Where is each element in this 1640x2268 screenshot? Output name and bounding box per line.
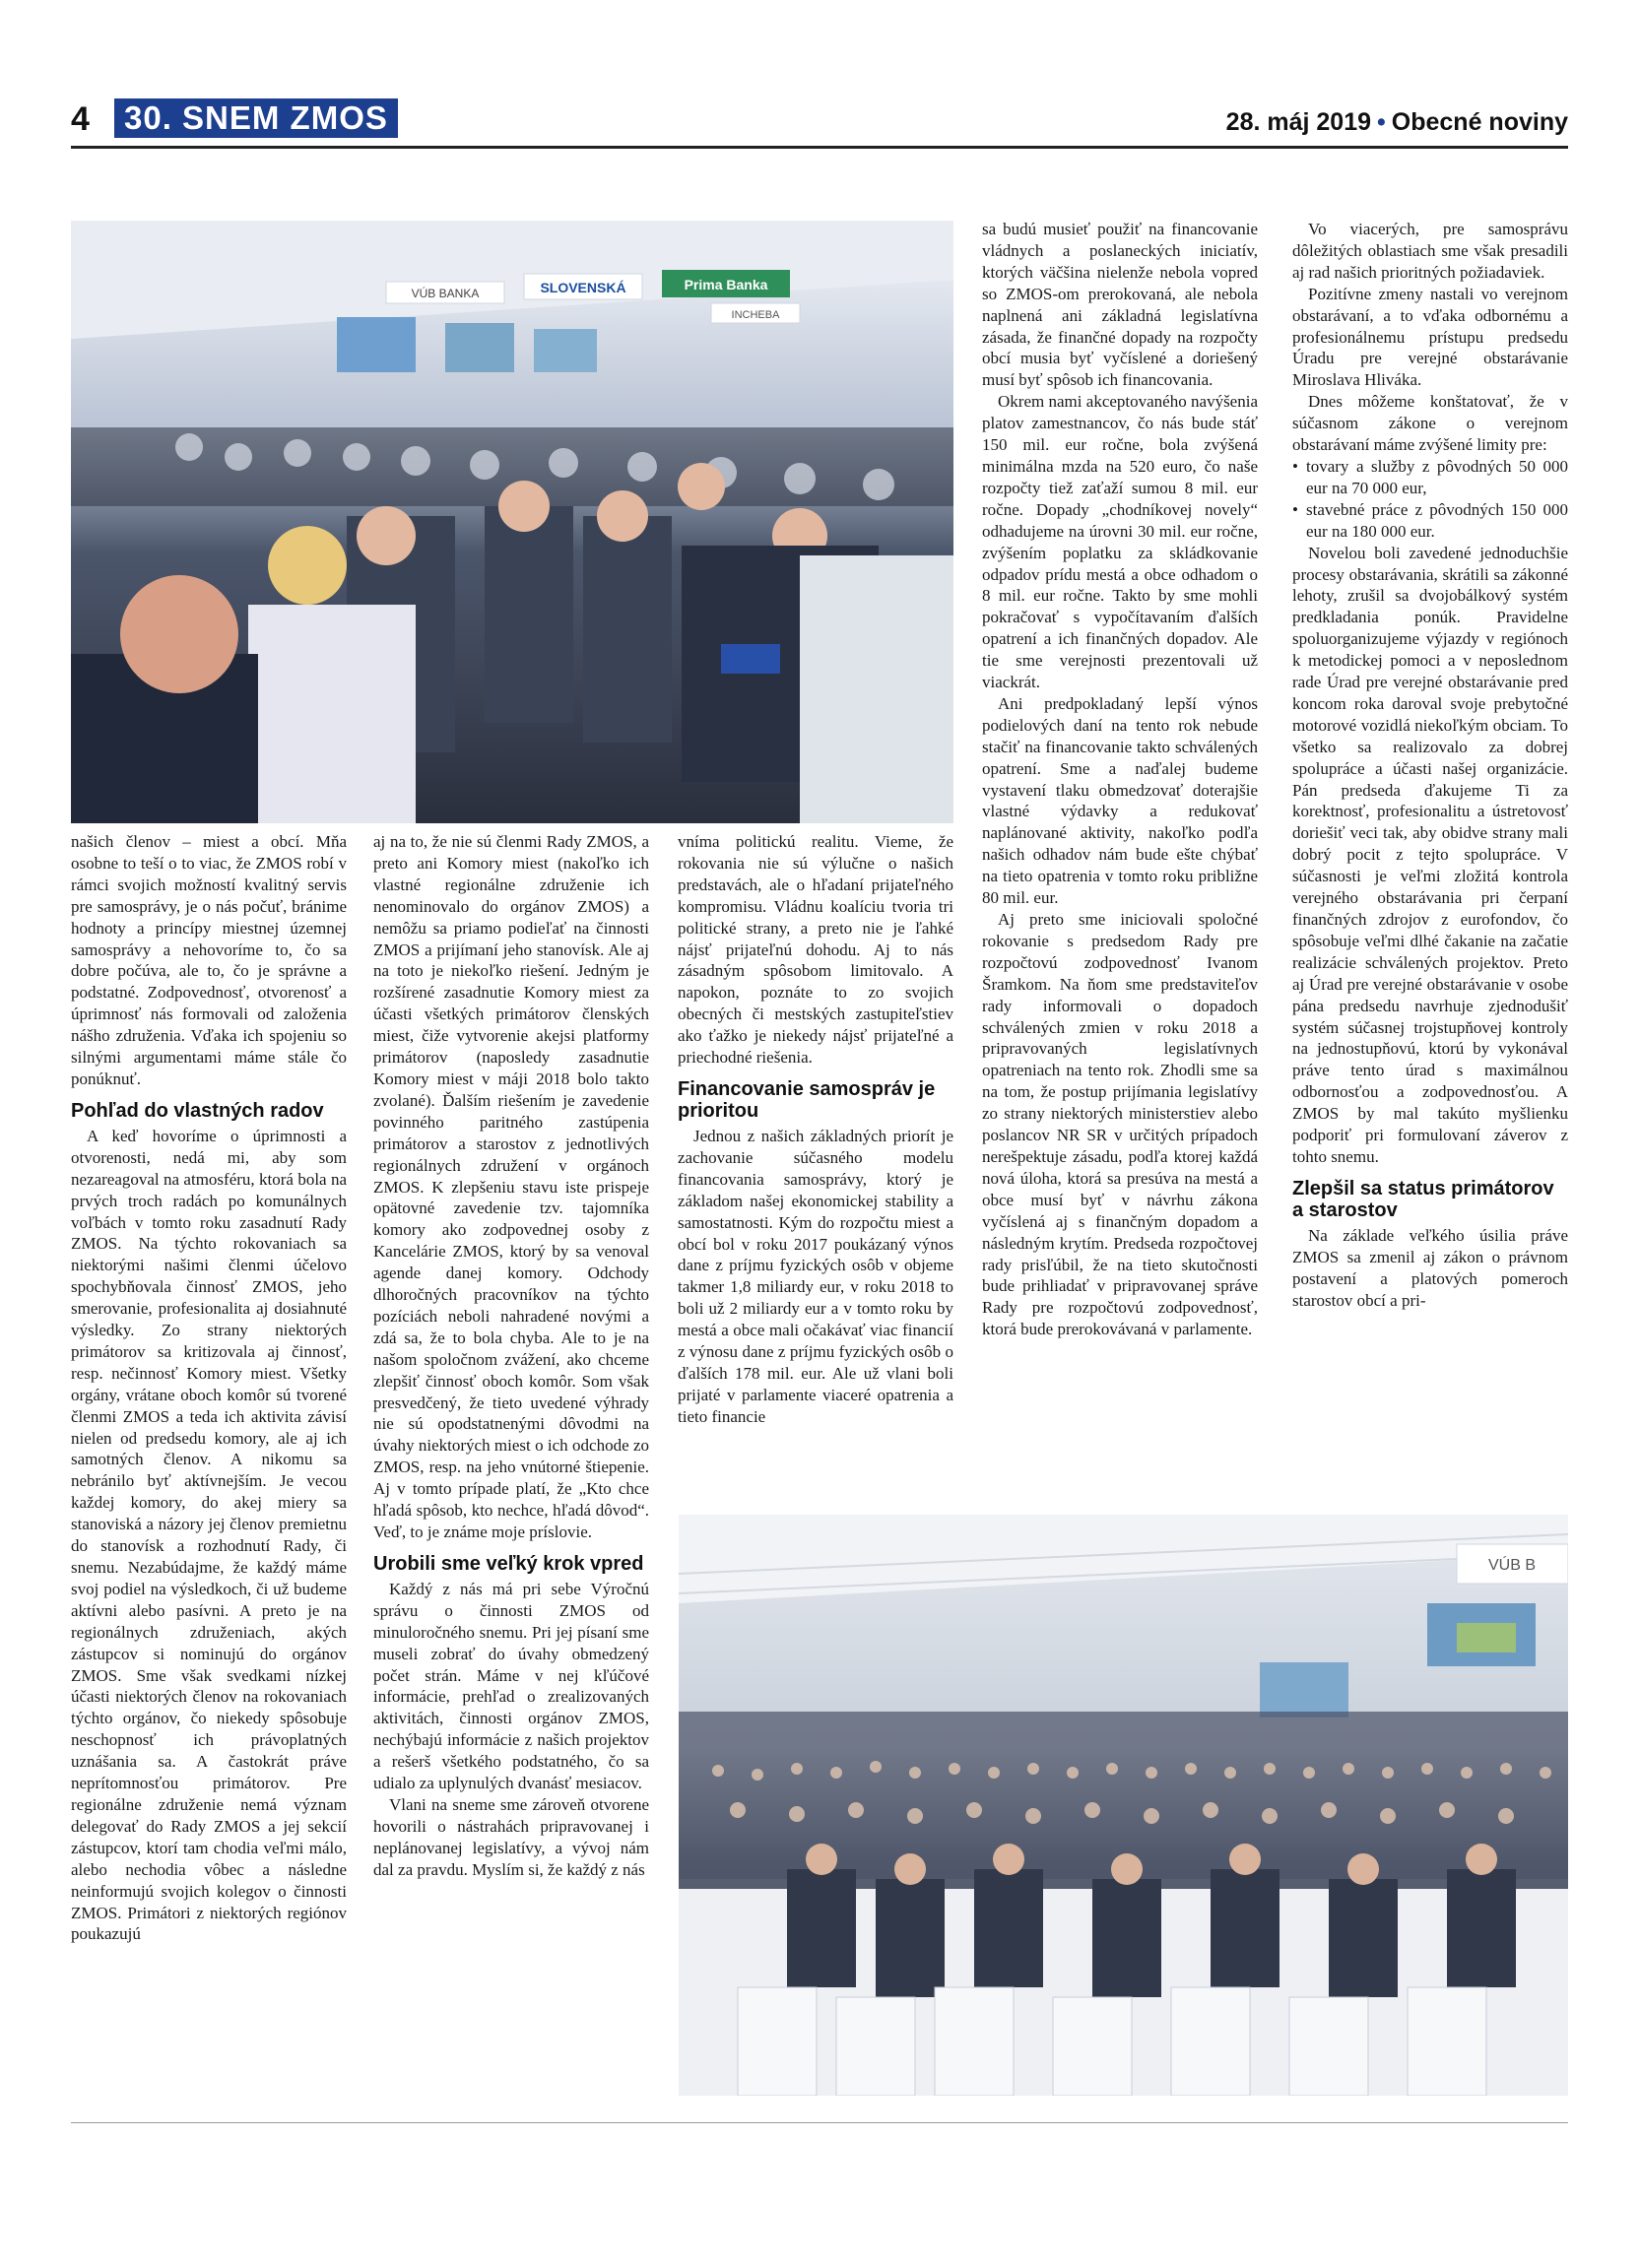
paragraph: Dnes môžeme konštatovať, že v súčasnom zákone o verejnom obstarávaní máme zvýšené limity pre: bbox=[1292, 392, 1568, 455]
paragraph: Každý z nás má pri sebe Výročnú správu o činnosti ZMOS od minuloročného snemu. Pri jej písaní sme museli zobrať do úvahy obmedzený počet strán. Máme v nej kľúčové informácie, prehľad o zrealizovaných aktivitách, činnosti orgánov ZMOS, nechýbajú informácie z našich projektov a rešerš všetkého podstatného, čo sa udialo za uplynulých dvanásť mesiacov. bbox=[373, 1579, 649, 1793]
subheading: Financovanie samospráv je prioritou bbox=[678, 1077, 936, 1122]
banner-prima: Prima Banka bbox=[684, 277, 768, 292]
paragraph: vníma politickú realitu. Vieme, že rokovania nie sú výlučne o našich predstavách, ale o hľadaní prijateľného kompromisu. Vládnu koalíciu tvoria tri politické strany, a preto nie je ľahké nájsť prijateľnú dohodu. Aj to nás zásadným spôsobom limitovalo. A napokon, poznáte to zo svojich obecných či mestských zastupiteľstiev ako ťažko je niekedy nájsť prijateľné a priechodné riešenia. bbox=[678, 832, 953, 1068]
subheading: Pohľad do vlastných radov bbox=[71, 1099, 324, 1122]
paragraph: Novelou boli zavedené jednoduchšie procesy obstarávania, skrátili sa zákonné lehoty, zrušil sa dvojobálkový systém predkladania ponúk. Pravidelne spoluorganizujeme výjazdy v regiónoch k metodickej pomoci a v neposlednom rade Úrad pre verejné obstarávanie pred koncom roka daroval svoje prebytočné motorové vozidlá niekoľkým obciam. To všetko sa realizovalo za dobrej spolupráce a účasti našej organizácie. Pán predseda ďakujeme Ti za korektnosť, profesionalitu a ústretovosť doriešiť veci tak, aby obidve strany mali dobrý pocit z tejto spolupráce. V súčasnosti je veľmi zložitá kontrola verejného obstarávania pri čerpaní finančných zdrojov z eurofondov, čo spôsobuje veľmi dlhé čakanie na začatie realizácie schválených projektov. Preto aj Úrad pre verejné obstarávanie v osobe pána predsedu navrhuje zjednodušiť systém súčasnej trojstupňovej kontroly na jednostupňovú, ktorú by vykonával práve tento úrad s maximálnou odbornosťou a zodpovednosťou. A ZMOS by mal takúto myšlienku podporiť pri formulovaní záverov z tohto snemu. bbox=[1292, 543, 1568, 1166]
paragraph: A keď hovoríme o úprimnosti a otvorenosti, nedá mi, aby som nezareagoval na atmosféru, ktorá bola na prvých troch radách po komunálnych voľbách v tomto roku zasadnutí Rady ZMOS. Na týchto rokovaniach sa niektorými našimi členmi účelovo spochybňovala činnosť ZMOS, jeho smerovanie, profesionalita aj dosiahnuté výsledky. Zo strany niektorých primátorov sa kritizovala aj činnosť, resp. nečinnosť Komory miest. Všetky orgány, vrátane oboch komôr sú tvorené členmi ZMOS a teda ich aktivita závisí nielen od predsedu komory, ale aj ich samotných členov. A nikomu sa nebránilo byť aktívnejším. Je vecou každej komory, do akej miery sa stanoviská a názory jej členov premietnu do stanovísk a rozhodnutí Rady, či snemu. Nezabúdajme, že každý máme svoj podiel na výsledkoch, či už budeme aktívni alebo pasívni. A preto je na regionálnych združeniach, akých zástupcov si nominujú do orgánov ZMOS. Sme však svedkami nízkej účasti niektorých členov na rokovaniach týchto orgánov, čo niekedy spôsobuje neschopnosť ich právoplatných uznášania sa. A častokrát práve neprítomnosťou primátorov. Pre regionálne združenie nemá význam delegovať do Rady ZMOS a jej sekcií zástupcov, ktorí tam chodia veľmi málo, alebo nechodia vôbec a následne neinformujú svojich kolegov o činnosti ZMOS. Primátori z niektorých regiónov poukazujú bbox=[71, 1126, 347, 1944]
banner-slovenska: SLOVENSKÁ bbox=[540, 280, 626, 295]
paragraph: Vlani na sneme sme zároveň otvorene hovorili o nástrahách pripravovanej i neplánovanej legislatívy, a vývoj nám dal za pravdu. Myslím si, že každý z nás bbox=[373, 1794, 649, 1879]
paragraph: Aj preto sme iniciovali spoločné rokovanie s predsedom Rady pre rozpočtovú zodpovednosť Ivanom Šramkom. Na ňom sme predstaviteľov rady informovali o dopadoch schválených zmien v roku 2018 a pripravovaných legislatívnych opatreniach na tento rok. Zhodli sme sa na tom, že postup prijímania legislatívy zo strany niektorých ministerstiev alebo poslancov NR SR v určitých prípadoch nerešpektuje zásadu, podľa ktorej každá nová úloha, ktorá sa presúva na mestá a obce musí byť v návrhu zákona vyčíslená aj s finančným dopadom a následným krytím. Predseda rozpočtovej rady prisľúbil, že na tieto skutočnosti bude prihliadať v pripravovanej správe Rady pre rozpočtovú zodpovednosť, ktorá bude prerokovávaná v parlamente. bbox=[982, 910, 1258, 1339]
issue-date: 28. máj 2019 bbox=[1225, 108, 1372, 136]
paragraph: sa budú musieť použiť na financovanie vládnych a poslaneckých iniciatív, ktorých väčšina nielenže nebola vopred so ZMOS-om prerokovaná, ale nebola naplnená ani základná legislatívna zásada, že finančné dopady na rozpočty obcí musia byť vyčíslené a doriešený musí byť spôsob ich financovania. bbox=[982, 220, 1258, 390]
page-number: 4 bbox=[71, 100, 90, 138]
paragraph: aj na to, že nie sú členmi Rady ZMOS, a preto ani Komory miest (nakoľko ich vlastné regionálne združenie ich nenominovalo do orgánov ZMOS) a nemôžu sa priamo podieľať na činnosti ZMOS a prijímaní jeho stanovísk. Ale aj na toto je niekoľko riešení. Jedným je rozšírené zasadnutie Komory miest za účasti všetkých primátorov členských miest, čiže vytvorenie akejsi platformy primátorov (naposledy zasadnutie Komory miest v máji 2018 bolo takto zvolané). Ďalším riešením je zavedenie povinného paritného zastúpenia primátorov a starostov z jednotlivých regionálnych združení v orgánoch ZMOS. K zlepšeniu stavu iste prispeje opätovné zavedenie tzv. tajomníka komory ako zodpovednej osoby z Kancelárie ZMOS, ktorý by sa venoval agende danej komory. Odchody dlhoročných pracovníkov na týchto pozíciách neboli nahradené novými a zdá sa, že to bola chyba. Ale to je na našom spoločnom zvážení, ako chceme zlepšiť činnosť oboch komôr. Som však presvedčený, že tieto uvedené výhrady nie sú opodstatnenými dôvodmi na úvahy niektorých miest o ich odchode zo ZMOS, resp. na jeho vnútorné štiepenie. Aj v tomto prípade platí, že „Kto chce hľadá spôsob, kto nechce, hľadá dôvod“. Veď, to je známe moje príslovie. bbox=[373, 832, 649, 1541]
paragraph: Pozitívne zmeny nastali vo verejnom obstarávaní, a to vďaka odbornému a profesionálnemu prístupu predsedu Úradu pre verejné obstarávanie Miroslava Hliváka. bbox=[1292, 284, 1568, 390]
photo-audience-front-rows bbox=[71, 221, 953, 823]
subheading: Zlepšil sa status primátorov a starostov bbox=[1292, 1177, 1554, 1221]
paragraph: Ani predpokladaný lepší výnos podielových daní na tento rok nebude stačiť na financovanie takto schválených opatrení. Sme a naďalej budeme vystavení tlaku obmedzovať doterajšie vlastné výdavky a redukovať naplánované aktivity, nakoľko podľa našich odhadov nám bude ešte chýbať na tieto opatrenia v tomto roku približne 80 mil. eur. bbox=[982, 693, 1258, 908]
list-item: • tovary a služby z pôvodných 50 000 eur na 70 000 eur, bbox=[1292, 456, 1568, 499]
banner-vub: VÚB BANKA bbox=[411, 287, 480, 300]
paragraph: Jednou z našich základných priorít je zachovanie súčasného modelu financovania samosprávy, ktorý je základom našej ekonomickej stability a samostatnosti. Kým do rozpočtu miest a obcí bol v roku 2017 poukázaný výnos dane z príjmu fyzických osôb v objeme takmer 1,8 miliardy eur, v roku 2018 to boli už 2 miliardy eur a v tomto roku by mestá a obce mali očakávať viac financií z výnosu dane z príjmu fyzických osôb o ďalších 178 mil. eur. Ale už vlani boli prijaté v parlamente viaceré opatrenia a tieto financie bbox=[678, 1126, 953, 1426]
footer-rule bbox=[71, 2122, 1568, 2123]
paragraph: Vo viacerých, pre samosprávu dôležitých oblastiach sme však presadili aj rad našich prioritných požiadaviek. bbox=[1292, 220, 1568, 282]
article-column-1 bbox=[71, 831, 347, 1945]
limits-list bbox=[1292, 456, 1568, 543]
subheading: Urobili sme veľký krok vpred bbox=[373, 1552, 644, 1575]
article-column-5 bbox=[1292, 219, 1568, 1312]
publication-name: Obecné noviny bbox=[1391, 108, 1568, 136]
paragraph: Okrem nami akceptovaného navýšenia platov zamestnancov, čo nás bude stáť 150 mil. eur ročne, bola zvýšená minimálna mzda na 520 euro, čo naše rozpočty tiež zaťaží sumou 8 mil. eur ročne. Dopady „chodníkovej novely“ odhadujeme na úrovni 30 mil. eur ročne, zvýšením poplatku za skládkovanie odpadov prídu mestá a obce odhadom o 8 mil. eur ročne. Takto by sme mohli pokračovať s vypočítavaním ďalších opatrení a ich finančných dopadov. Ale tie sme verejnosti prezentovali už viackrát. bbox=[982, 392, 1258, 692]
issue-info bbox=[1226, 108, 1568, 137]
list-item: • stavebné práce z pôvodných 150 000 eur na 180 000 eur. bbox=[1292, 499, 1568, 543]
article-column-4 bbox=[982, 219, 1258, 1340]
article-column-3 bbox=[678, 831, 953, 1428]
paragraph: našich členov – miest a obcí. Mňa osobne to teší o to viac, že ZMOS robí v rámci svojich možností kvalitný servis pre samosprávy, je o nás počuť, bránime hodnoty a princípy miestnej územnej samosprávy a nehovoríme to, čo sa dobre počúva, ale to, čo je správne a podstatné. Zodpovednosť, otvorenosť a úprimnosť nás formovali od založenia nášho združenia. Vďaka ich spojeniu so silnými argumentami máme stále čo ponúknuť. bbox=[71, 832, 347, 1088]
article-column-2 bbox=[373, 831, 649, 1881]
banner-incheba: INCHEBA bbox=[731, 309, 780, 321]
section-tag: 30. SNEM ZMOS bbox=[114, 98, 398, 138]
separator-dot: • bbox=[1377, 108, 1386, 136]
paragraph: Na základe veľkého úsilia práve ZMOS sa zmenil aj zákon o právnom postavení a platových pomeroch starostov obcí a pri- bbox=[1292, 1225, 1568, 1310]
page-header bbox=[71, 98, 1568, 142]
photo-hall-overview bbox=[679, 1515, 1568, 2096]
header-rule bbox=[71, 146, 1568, 149]
banner-vub: VÚB B bbox=[1487, 1557, 1537, 1574]
